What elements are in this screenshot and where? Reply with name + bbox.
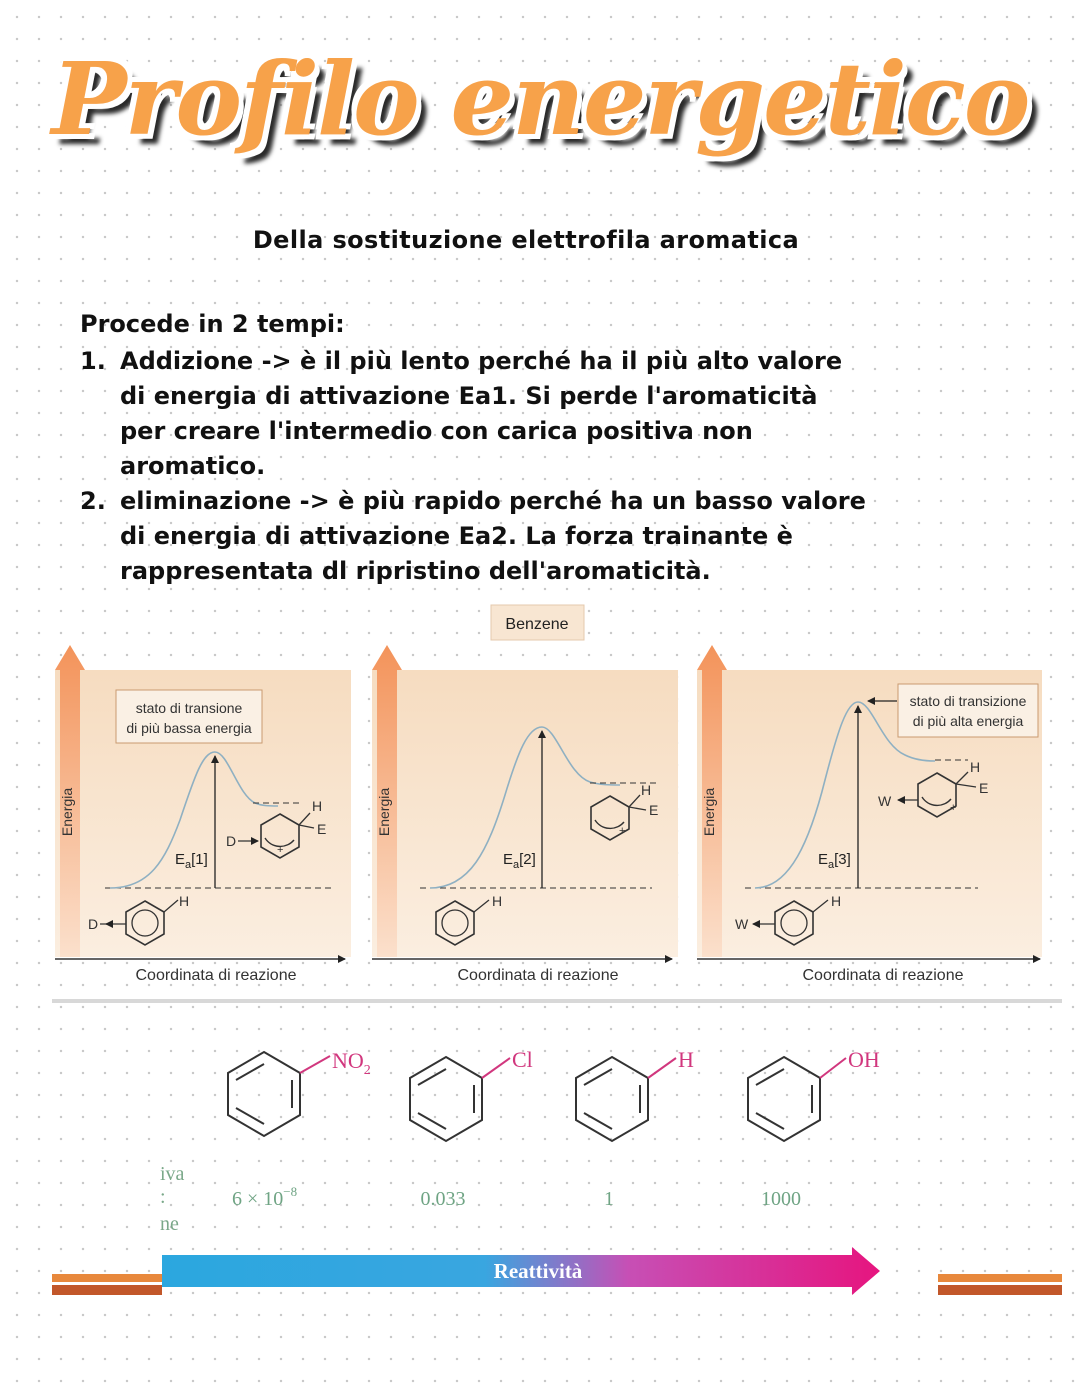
panel-background (372, 670, 678, 957)
svg-text:D: D (226, 833, 237, 849)
svg-text:H: H (641, 782, 652, 798)
energy-panel-2 (372, 645, 678, 984)
rate-value-nitro: $6 \times 10^{-8}$ (232, 1184, 298, 1210)
svg-text:H: H (492, 893, 503, 909)
svg-text:H: H (312, 798, 323, 814)
svg-text:W: W (735, 916, 749, 932)
x-axis-label: Coordinata di reazione (802, 967, 964, 984)
reactivity-label: Reattività (493, 1259, 583, 1283)
chloro-group-label: Cl (512, 1047, 533, 1072)
svg-text:E: E (979, 780, 989, 796)
energy-axis-label: Energia (701, 787, 717, 837)
energy-panel-3 (697, 645, 1042, 984)
activation-energy-label: $E_a[1]$ (175, 851, 208, 871)
energy-axis-label: Energia (376, 787, 392, 837)
cut-label-1: iva (160, 1163, 185, 1185)
svg-text:E: E (649, 802, 659, 818)
svg-text:H: H (179, 893, 190, 909)
activation-energy-label: $E_a[3]$ (818, 851, 851, 871)
nitrobenzene-structure (228, 1048, 371, 1136)
x-axis-label: Coordinata di reazione (457, 967, 619, 984)
step-item (80, 344, 870, 484)
svg-text:+: + (950, 802, 957, 814)
intro-text: Procede in 2 tempi: (80, 310, 345, 338)
svg-text:E: E (317, 821, 327, 837)
transition-state-annotation-line2: di più alta energia (912, 713, 1024, 729)
decorative-bar-right (938, 1285, 1062, 1295)
phenol-structure (748, 1047, 880, 1141)
energy-panel-1 (55, 645, 351, 984)
decorative-bar-left (52, 1285, 162, 1295)
svg-text:+: + (277, 844, 284, 856)
activation-energy-label: $E_a[2]$ (503, 851, 536, 871)
transition-state-annotation-line2: di più bassa energia (126, 720, 252, 736)
benzene-structure (576, 1047, 694, 1141)
svg-text:H: H (970, 759, 981, 775)
transition-state-annotation-box (898, 684, 1038, 737)
cut-label-2: : (160, 1186, 166, 1208)
hydroxyl-group-label: OH (848, 1047, 880, 1072)
energy-axis-label: Energia (59, 787, 75, 837)
svg-text:W: W (878, 793, 892, 809)
benzene-label: Benzene (505, 616, 569, 633)
cut-label-3: ne (160, 1213, 179, 1235)
svg-text:D: D (88, 916, 99, 932)
chlorobenzene-structure (410, 1047, 533, 1141)
nitro-group-label: $NO_2$ (332, 1048, 371, 1078)
decorative-bar-left (52, 1274, 162, 1282)
step-item (80, 484, 870, 589)
decorative-bar-right (938, 1274, 1062, 1282)
rate-value-chloro: 0.033 (420, 1188, 466, 1210)
page-title: Profilo energetico (51, 40, 1029, 158)
rate-value-hydroxyl: 1000 (761, 1188, 801, 1210)
x-axis-label: Coordinata di reazione (135, 967, 297, 984)
svg-text:+: + (619, 825, 626, 837)
steps-list (80, 344, 870, 589)
rate-value-hydrogen: 1 (604, 1188, 614, 1210)
page-subtitle: Della sostituzione elettrofila aromatica (252, 226, 800, 254)
step-number: 2. (80, 487, 106, 515)
energy-profile-figure (0, 600, 1080, 1320)
step-text: Addizione -> è il più lento perché ha il più alto valore di energia di attivazione Ea1. Si perde l'aromaticità per creare l'intermedio con carica positiva non aromatico. (120, 347, 843, 480)
transition-state-annotation-line1: stato di transione (135, 700, 243, 716)
step-number: 1. (80, 347, 106, 375)
hydrogen-group-label: H (678, 1047, 694, 1072)
transition-state-annotation-line1: stato di transizione (909, 693, 1027, 709)
svg-text:H: H (831, 893, 842, 909)
step-text: eliminazione -> è più rapido perché ha un basso valore di energia di attivazione Ea2. La forza trainante è rappresentata dl ripristino dell'aromaticità. (120, 487, 866, 585)
